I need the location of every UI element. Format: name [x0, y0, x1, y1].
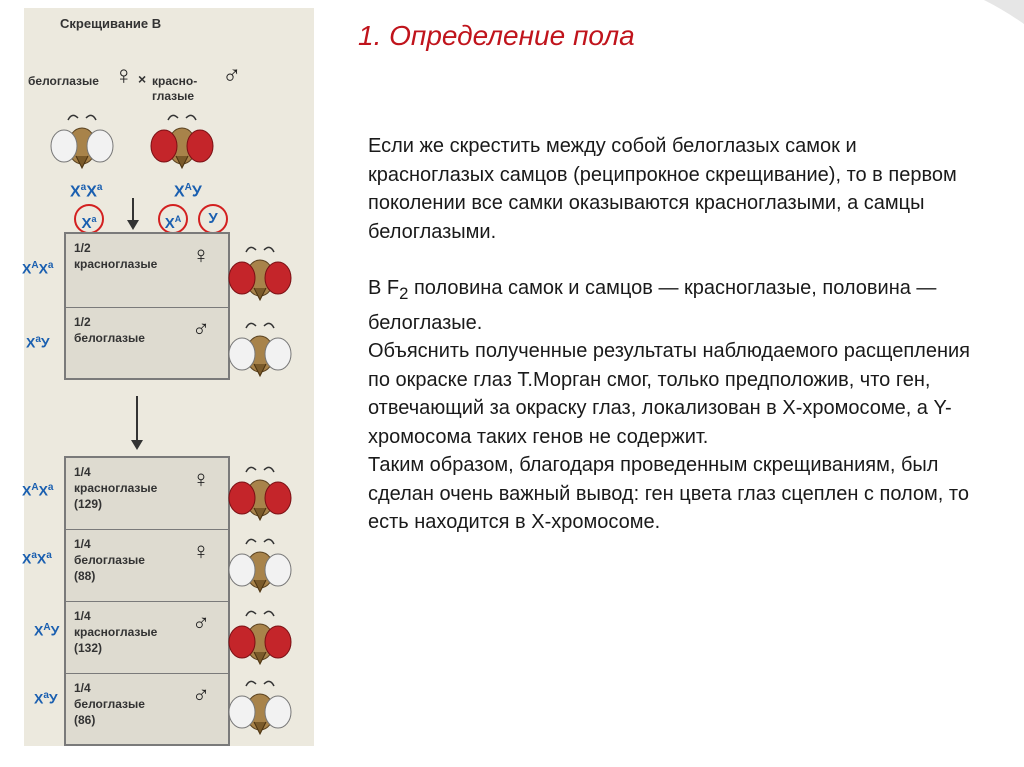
body-text: [368, 132, 978, 537]
f2-cell-text: 1/4 белоглазые (88): [74, 537, 145, 583]
f2-cell-text: 1/4 белоглазые (86): [74, 681, 145, 727]
f2-cell: [66, 530, 228, 602]
cross-diagram: [24, 8, 314, 746]
male-symbol: ♂: [192, 610, 210, 637]
slide-title: 1. Определение пола: [358, 20, 635, 51]
f1-cell-text: 1/2 белоглазые: [74, 315, 145, 345]
f1-genotype: $X^AX^a$: [22, 260, 54, 277]
parent-female-label: белоглазые: [28, 74, 99, 88]
fly-head-red-eye: [228, 244, 292, 304]
fly-head-red-eye: [228, 464, 292, 524]
gamete-male-y: У: [198, 204, 228, 234]
f1-cell-text: 1/2 красноглазые: [74, 241, 158, 271]
f2-genotype: $X^AУ$: [34, 622, 60, 639]
fly-head-red-eye: [228, 608, 292, 668]
f2-cell-text: 1/4 красноглазые (132): [74, 609, 158, 655]
gamete-female: $X^a$: [74, 204, 104, 234]
f2-cell-text: 1/4 красноглазые (129): [74, 465, 158, 511]
paragraph-reciprocal-cross: Если же скрестить между собой белоглазых самок и красноглазых самцов (реципрокное скрещивание), то в первом поколении все самки оказываются красноглазыми, а самцы белоглазыми.: [368, 135, 957, 243]
f2-cell: [66, 458, 228, 530]
figure-heading: Скрещивание В: [60, 16, 162, 31]
f1-cell: [66, 234, 228, 308]
fly-head-red-eye: [150, 112, 214, 172]
paragraph-morgan-explanation: Объяснить полученные результаты наблюдаемого расщепления по окраске глаз Т.Морган смог, только предположив, что ген, отвечающий за окраску глаз, локализован в X-хромосоме, а Y-хромосома таких генов не содержит.: [368, 340, 971, 448]
arrow-to-f1: [132, 198, 134, 222]
parent-male-genotype: $X^AУ$: [174, 182, 202, 201]
fly-head-white-eye: [50, 112, 114, 172]
parent-female-genotype: $X^aX^a$: [70, 182, 103, 201]
paragraph-f2-result: В $F_2$ половина самок и самцов — красноглазые, половина — белоглазые.: [368, 277, 937, 334]
gamete-male-x: $X^A$: [158, 204, 188, 234]
f2-genotype: $X^aX^a$: [22, 550, 52, 567]
female-symbol: ♀: [114, 60, 134, 90]
page-curl-decoration: [984, 0, 1024, 24]
male-symbol: ♂: [192, 682, 210, 709]
fly-head-white-eye: [228, 320, 292, 380]
female-symbol: ♀: [192, 466, 210, 493]
parent-male-label-2: глазые: [152, 89, 195, 103]
f1-cell: [66, 308, 228, 380]
arrow-to-f2: [136, 396, 138, 442]
f2-genotype: $X^AX^a$: [22, 482, 54, 499]
fly-head-white-eye: [228, 536, 292, 596]
female-symbol: ♀: [192, 242, 210, 269]
f2-genotype: $X^aУ$: [34, 690, 58, 707]
fly-head-white-eye: [228, 678, 292, 738]
female-symbol: ♀: [192, 538, 210, 565]
cross-sign: ×: [138, 71, 147, 87]
male-symbol: ♂: [222, 60, 242, 90]
parent-male-label-1: красно-: [152, 74, 198, 88]
paragraph-conclusion: Таким образом, благодаря проведенным скрещиваниям, был сделан очень важный вывод: ген цвета глаз сцеплен с полом, то есть находится в X-хромосоме.: [368, 454, 969, 533]
f1-box: [64, 232, 230, 380]
f2-cell: [66, 674, 228, 744]
male-symbol: ♂: [192, 316, 210, 343]
f2-box: [64, 456, 230, 746]
f2-cell: [66, 602, 228, 674]
f1-genotype: $X^aУ$: [26, 334, 50, 351]
